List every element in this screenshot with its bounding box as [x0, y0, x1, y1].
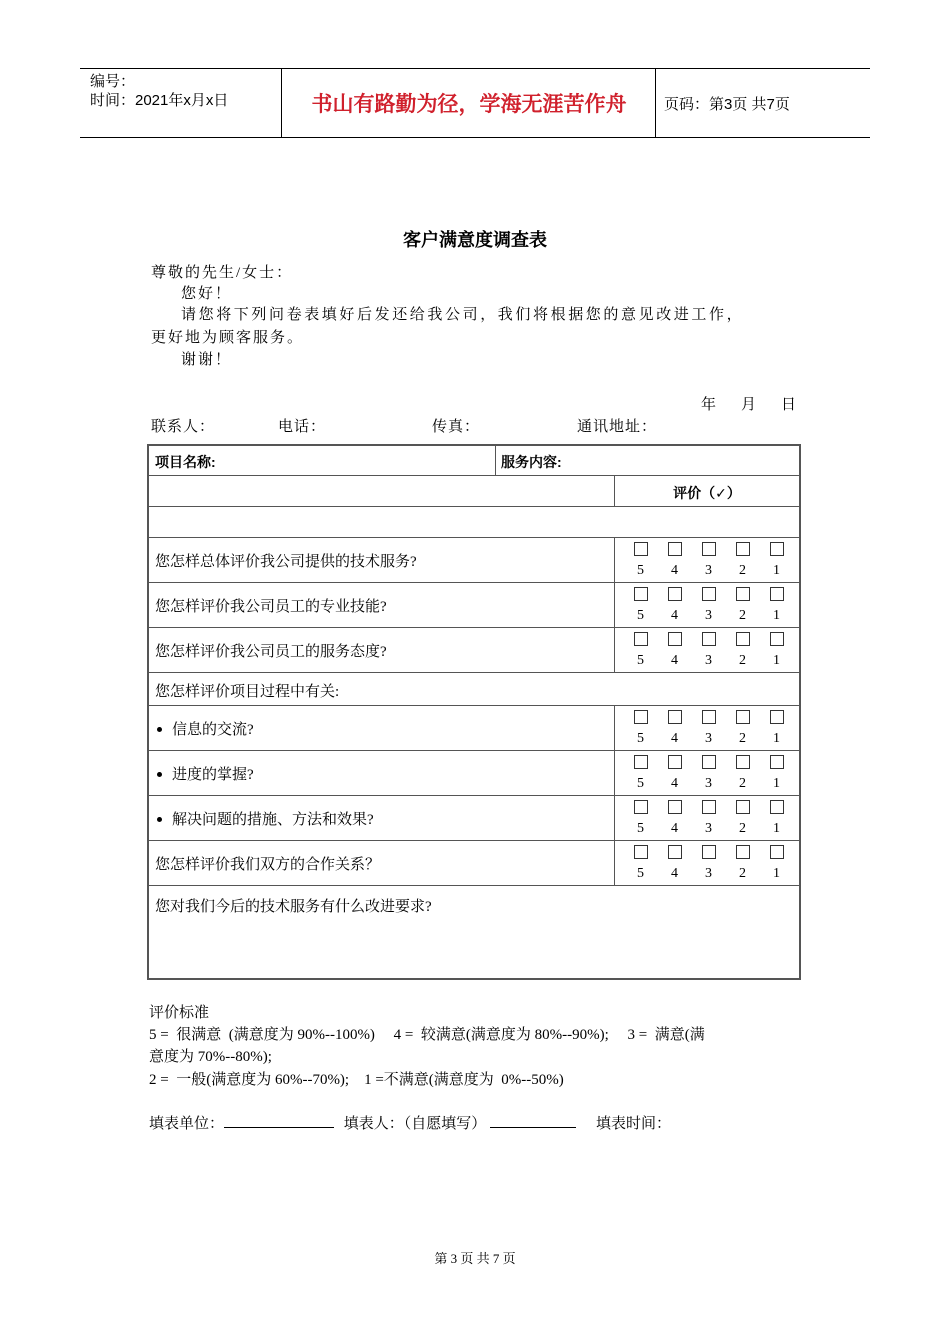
- rating-score: 3: [705, 653, 712, 668]
- question-cooperation: 您怎样评价我们双方的合作关系？: [155, 857, 381, 873]
- table-header-row: [149, 446, 799, 476]
- rating-options: [614, 705, 799, 750]
- table-row: [149, 750, 799, 796]
- rating-score: 2: [739, 731, 746, 746]
- rating-score: 5: [637, 563, 644, 578]
- rating-checkbox-2[interactable]: [736, 800, 750, 814]
- rating-checkbox-5[interactable]: [634, 632, 648, 646]
- question-skills: 您怎样评价我公司员工的专业技能?: [155, 599, 387, 615]
- rating-checkbox-4[interactable]: [668, 632, 682, 646]
- rating-score: 5: [637, 653, 644, 668]
- rating-score: 4: [671, 608, 678, 623]
- rating-score: 2: [739, 776, 746, 791]
- rating-checkbox-4[interactable]: [668, 587, 682, 601]
- rating-score: 5: [637, 821, 644, 836]
- letter-body-line1: 请您将下列问卷表填好后发还给我公司，我们将根据您的意见改进工作，: [181, 307, 745, 323]
- fill-unit-field[interactable]: [224, 1113, 334, 1128]
- bullet-icon: [157, 772, 162, 777]
- table-row: [149, 705, 799, 751]
- filler-label: 填表人：（自愿填写）: [343, 1116, 487, 1132]
- criteria-title: 评价标准: [149, 1005, 210, 1021]
- letter-body-line2: 更好地为顾客服务。: [151, 330, 305, 346]
- question-improvement: 您对我们今后的技术服务有什么改进要求?: [155, 899, 432, 915]
- time-label: 时间：2021年x月x日: [90, 92, 229, 109]
- rating-score: 1: [773, 653, 780, 668]
- rating-checkbox-1[interactable]: [770, 800, 784, 814]
- rating-score: 4: [671, 866, 678, 881]
- contact-person-label: 联系人：: [151, 419, 216, 435]
- question-overall: 您怎样总体评价我公司提供的技术服务?: [155, 554, 417, 570]
- table-row: [149, 537, 799, 583]
- rating-checkbox-5[interactable]: [634, 542, 648, 556]
- fill-unit-label: 填表单位：: [149, 1116, 225, 1132]
- rating-checkbox-2[interactable]: [736, 542, 750, 556]
- rating-score: 3: [705, 731, 712, 746]
- rating-checkbox-5[interactable]: [634, 800, 648, 814]
- rating-checkbox-3[interactable]: [702, 710, 716, 724]
- rating-options: [614, 627, 799, 672]
- rating-score: 2: [739, 608, 746, 623]
- table-row: [149, 795, 799, 841]
- contact-address-label: 通讯地址：: [577, 419, 658, 435]
- filler-field[interactable]: [490, 1113, 576, 1128]
- rating-checkbox-2[interactable]: [736, 632, 750, 646]
- bullet-icon: [157, 817, 162, 822]
- contact-fax-label: 传真：: [432, 419, 481, 435]
- improvement-row[interactable]: [149, 885, 799, 978]
- rating-checkbox-1[interactable]: [770, 710, 784, 724]
- bullet-icon: [157, 727, 162, 732]
- rating-checkbox-5[interactable]: [634, 710, 648, 724]
- rating-score: 4: [671, 776, 678, 791]
- rating-checkbox-5[interactable]: [634, 587, 648, 601]
- process-item-solutions: 解决问题的措施、方法和效果?: [172, 812, 374, 828]
- rating-checkbox-4[interactable]: [668, 755, 682, 769]
- rating-score: 3: [705, 776, 712, 791]
- rating-checkbox-3[interactable]: [702, 800, 716, 814]
- criteria-line1: 5 = 很满意 (满意度为 90%--100%) 4 = 较满意(满意度为 80%--90%); 3 = 满意(满: [149, 1027, 705, 1043]
- rating-checkbox-1[interactable]: [770, 632, 784, 646]
- rating-checkbox-2[interactable]: [736, 587, 750, 601]
- rating-score: 3: [705, 608, 712, 623]
- table-row: [149, 627, 799, 673]
- page-footer: 第 3 页 共 7 页: [434, 1251, 516, 1266]
- service-content-label: 服务内容:: [501, 454, 562, 470]
- rating-checkbox-3[interactable]: [702, 587, 716, 601]
- fill-time-label: 填表时间：: [596, 1116, 672, 1132]
- process-intro: 您怎样评价项目过程中有关:: [155, 684, 340, 700]
- rating-score: 1: [773, 731, 780, 746]
- rating-checkbox-3[interactable]: [702, 755, 716, 769]
- contact-phone-label: 电话：: [278, 419, 327, 435]
- process-item-communication: 信息的交流?: [172, 722, 254, 738]
- rating-checkbox-3[interactable]: [702, 542, 716, 556]
- header-page-label: 页码：第3页 共7页: [664, 95, 790, 113]
- rating-score: 1: [773, 821, 780, 836]
- document-header: [80, 68, 870, 138]
- header-left-cell: [80, 69, 282, 137]
- header-slogan: 书山有路勤为径，学海无涯苦作舟: [283, 69, 656, 137]
- rating-checkbox-4[interactable]: [668, 542, 682, 556]
- rating-checkbox-3[interactable]: [702, 632, 716, 646]
- page-title: 客户满意度调查表: [403, 230, 547, 250]
- rating-score: 1: [773, 866, 780, 881]
- rating-header: 评价（✓）: [673, 485, 741, 501]
- rating-checkbox-1[interactable]: [770, 755, 784, 769]
- rating-checkbox-2[interactable]: [736, 710, 750, 724]
- rating-checkbox-4[interactable]: [668, 800, 682, 814]
- rating-options: [614, 750, 799, 795]
- rating-checkbox-1[interactable]: [770, 845, 784, 859]
- date-line: 年 月 日: [701, 397, 799, 413]
- rating-checkbox-5[interactable]: [634, 845, 648, 859]
- blank-row: [149, 506, 799, 538]
- survey-table: [147, 444, 801, 980]
- rating-score: 1: [773, 776, 780, 791]
- greeting: 您好！: [181, 286, 233, 302]
- table-row: [149, 840, 799, 886]
- table-row: [149, 582, 799, 628]
- rating-header-row: [149, 475, 799, 507]
- rating-options: [614, 840, 799, 885]
- rating-score: 5: [637, 776, 644, 791]
- number-label: 编号：: [90, 73, 136, 90]
- rating-score: 5: [637, 731, 644, 746]
- criteria-line3: 2 = 一般(满意度为 60%--70%); 1 =不满意(满意度为 0%--50%): [149, 1072, 564, 1088]
- thanks: 谢谢！: [181, 352, 233, 368]
- rating-options: [614, 795, 799, 840]
- rating-checkbox-4[interactable]: [668, 845, 682, 859]
- rating-checkbox-3[interactable]: [702, 845, 716, 859]
- rating-score: 4: [671, 821, 678, 836]
- question-attitude: 您怎样评价我公司员工的服务态度?: [155, 644, 387, 660]
- rating-score: 2: [739, 821, 746, 836]
- rating-score: 1: [773, 563, 780, 578]
- project-name-label: 项目名称:: [155, 454, 216, 470]
- rating-score: 2: [739, 563, 746, 578]
- rating-score: 5: [637, 866, 644, 881]
- rating-score: 5: [637, 608, 644, 623]
- rating-score: 3: [705, 563, 712, 578]
- rating-score: 3: [705, 866, 712, 881]
- process-item-progress: 进度的掌握?: [172, 767, 254, 783]
- rating-score: 2: [739, 653, 746, 668]
- rating-checkbox-4[interactable]: [668, 710, 682, 724]
- fill-in-line: [149, 1112, 671, 1133]
- rating-score: 1: [773, 608, 780, 623]
- table-row: [149, 672, 799, 706]
- rating-options: [614, 582, 799, 627]
- rating-checkbox-2[interactable]: [736, 845, 750, 859]
- salutation: 尊敬的先生/女士：: [151, 265, 294, 281]
- rating-checkbox-2[interactable]: [736, 755, 750, 769]
- rating-score: 4: [671, 563, 678, 578]
- criteria-line2: 意度为 70%--80%);: [149, 1049, 272, 1065]
- rating-score: 4: [671, 653, 678, 668]
- rating-options: [614, 537, 799, 582]
- rating-score: 3: [705, 821, 712, 836]
- rating-checkbox-5[interactable]: [634, 755, 648, 769]
- rating-score: 4: [671, 731, 678, 746]
- rating-score: 2: [739, 866, 746, 881]
- rating-checkbox-1[interactable]: [770, 587, 784, 601]
- rating-checkbox-1[interactable]: [770, 542, 784, 556]
